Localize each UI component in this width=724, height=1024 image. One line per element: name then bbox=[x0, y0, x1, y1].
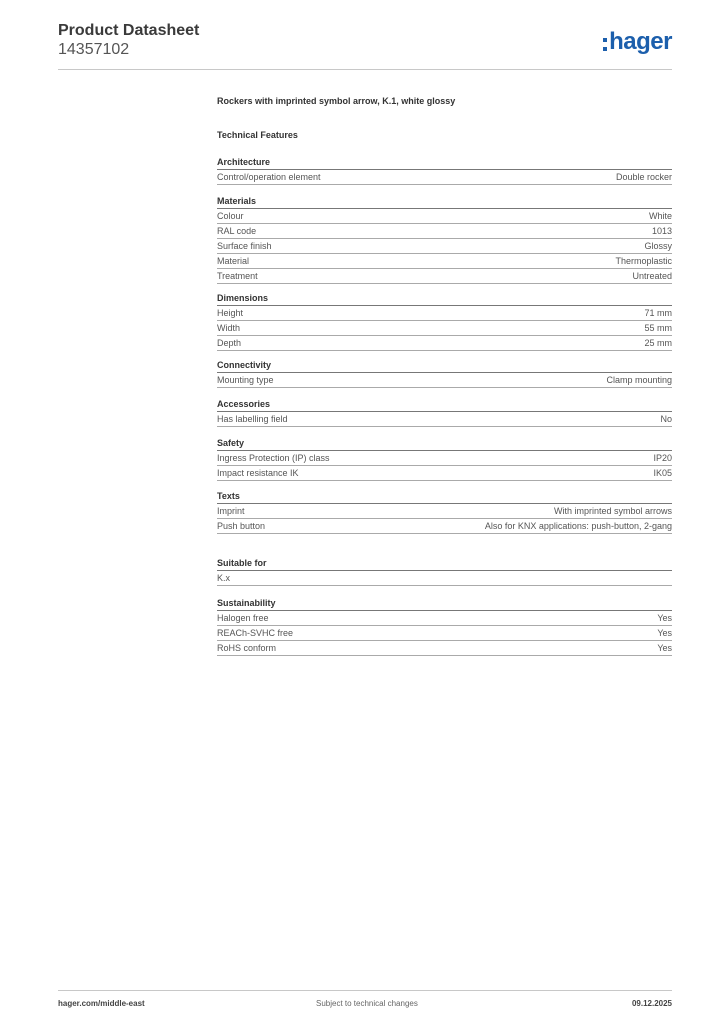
spec-row bbox=[217, 451, 672, 466]
section-texts bbox=[217, 489, 672, 534]
spec-label: REACh-SVHC free bbox=[217, 628, 294, 638]
spec-value: Untreated bbox=[632, 271, 672, 281]
footer-date: 09.12.2025 bbox=[631, 999, 672, 1008]
page-footer bbox=[58, 990, 672, 1008]
section-architecture bbox=[217, 155, 672, 185]
section-safety bbox=[217, 436, 672, 481]
spec-value: 1013 bbox=[651, 226, 672, 236]
spec-value: Also for KNX applications: push-button, 2-gang bbox=[484, 521, 672, 531]
section-title: Dimensions bbox=[217, 291, 672, 306]
spec-row bbox=[217, 336, 672, 351]
spec-label: Mounting type bbox=[217, 375, 274, 385]
section-materials bbox=[217, 194, 672, 284]
section-title: Accessories bbox=[217, 397, 672, 412]
spec-value: 55 mm bbox=[644, 323, 672, 333]
spec-label: Width bbox=[217, 323, 241, 333]
spec-label: RAL code bbox=[217, 226, 257, 236]
spec-row bbox=[217, 466, 672, 481]
spec-value: Yes bbox=[657, 628, 672, 638]
spec-value: Clamp mounting bbox=[606, 375, 672, 385]
spec-row bbox=[217, 269, 672, 284]
spec-row bbox=[217, 239, 672, 254]
spec-row bbox=[217, 412, 672, 427]
spec-row bbox=[217, 626, 672, 641]
spec-row bbox=[217, 611, 672, 626]
spec-label: Colour bbox=[217, 211, 244, 221]
page-header bbox=[58, 22, 672, 70]
spec-value: Double rocker bbox=[615, 172, 672, 182]
footer-notice: Subject to technical changes bbox=[316, 999, 418, 1008]
spec-label: Has labelling field bbox=[217, 414, 288, 424]
spec-label: Control/operation element bbox=[217, 172, 321, 182]
spec-label: Push button bbox=[217, 521, 266, 531]
spec-row bbox=[217, 254, 672, 269]
logo-text: hager bbox=[609, 28, 672, 55]
section-accessories bbox=[217, 397, 672, 427]
spec-label: Treatment bbox=[217, 271, 258, 281]
section-title: Connectivity bbox=[217, 358, 672, 373]
spec-value: IP20 bbox=[653, 453, 672, 463]
spec-value: Yes bbox=[657, 613, 672, 623]
product-description: Rockers with imprinted symbol arrow, K.1, white glossy bbox=[217, 96, 456, 106]
section-connectivity bbox=[217, 358, 672, 388]
spec-value: 71 mm bbox=[644, 308, 672, 318]
spec-value: Thermoplastic bbox=[615, 256, 672, 266]
spec-value: 25 mm bbox=[644, 338, 672, 348]
spec-row bbox=[217, 306, 672, 321]
section-dimensions bbox=[217, 291, 672, 351]
spec-row bbox=[217, 373, 672, 388]
spec-label: Material bbox=[217, 256, 250, 266]
spec-row bbox=[217, 641, 672, 656]
spec-row bbox=[217, 504, 672, 519]
spec-value: With imprinted symbol arrows bbox=[553, 506, 672, 516]
spec-label: Imprint bbox=[217, 506, 245, 516]
spec-row bbox=[217, 321, 672, 336]
section-title: Texts bbox=[217, 489, 672, 504]
spec-label: Depth bbox=[217, 338, 242, 348]
spec-label: Surface finish bbox=[217, 241, 272, 251]
spec-label: K.x bbox=[217, 573, 231, 583]
spec-value: Glossy bbox=[644, 241, 672, 251]
spec-value: No bbox=[660, 414, 672, 424]
spec-label: Ingress Protection (IP) class bbox=[217, 453, 330, 463]
spec-row bbox=[217, 224, 672, 239]
section-title: Suitable for bbox=[217, 556, 672, 571]
section-sustainability bbox=[217, 596, 672, 656]
section-title: Safety bbox=[217, 436, 672, 451]
technical-features-heading: Technical Features bbox=[217, 130, 298, 140]
spec-label: Impact resistance IK bbox=[217, 468, 299, 478]
spec-label: RoHS conform bbox=[217, 643, 277, 653]
spec-row bbox=[217, 209, 672, 224]
section-title: Architecture bbox=[217, 155, 672, 170]
logo-colon-icon bbox=[603, 38, 607, 51]
spec-value: White bbox=[648, 211, 672, 221]
section-title: Materials bbox=[217, 194, 672, 209]
product-number: 14357102 bbox=[58, 41, 130, 58]
spec-label: Height bbox=[217, 308, 244, 318]
section-title: Sustainability bbox=[217, 596, 672, 611]
spec-value: IK05 bbox=[653, 468, 672, 478]
section-suitable-for bbox=[217, 556, 672, 586]
spec-row bbox=[217, 519, 672, 534]
document-title: Product Datasheet bbox=[58, 22, 200, 39]
hager-logo bbox=[603, 28, 672, 56]
spec-value: Yes bbox=[657, 643, 672, 653]
spec-row bbox=[217, 571, 672, 586]
footer-website: hager.com/middle-east bbox=[58, 999, 145, 1008]
spec-label: Halogen free bbox=[217, 613, 269, 623]
spec-row bbox=[217, 170, 672, 185]
